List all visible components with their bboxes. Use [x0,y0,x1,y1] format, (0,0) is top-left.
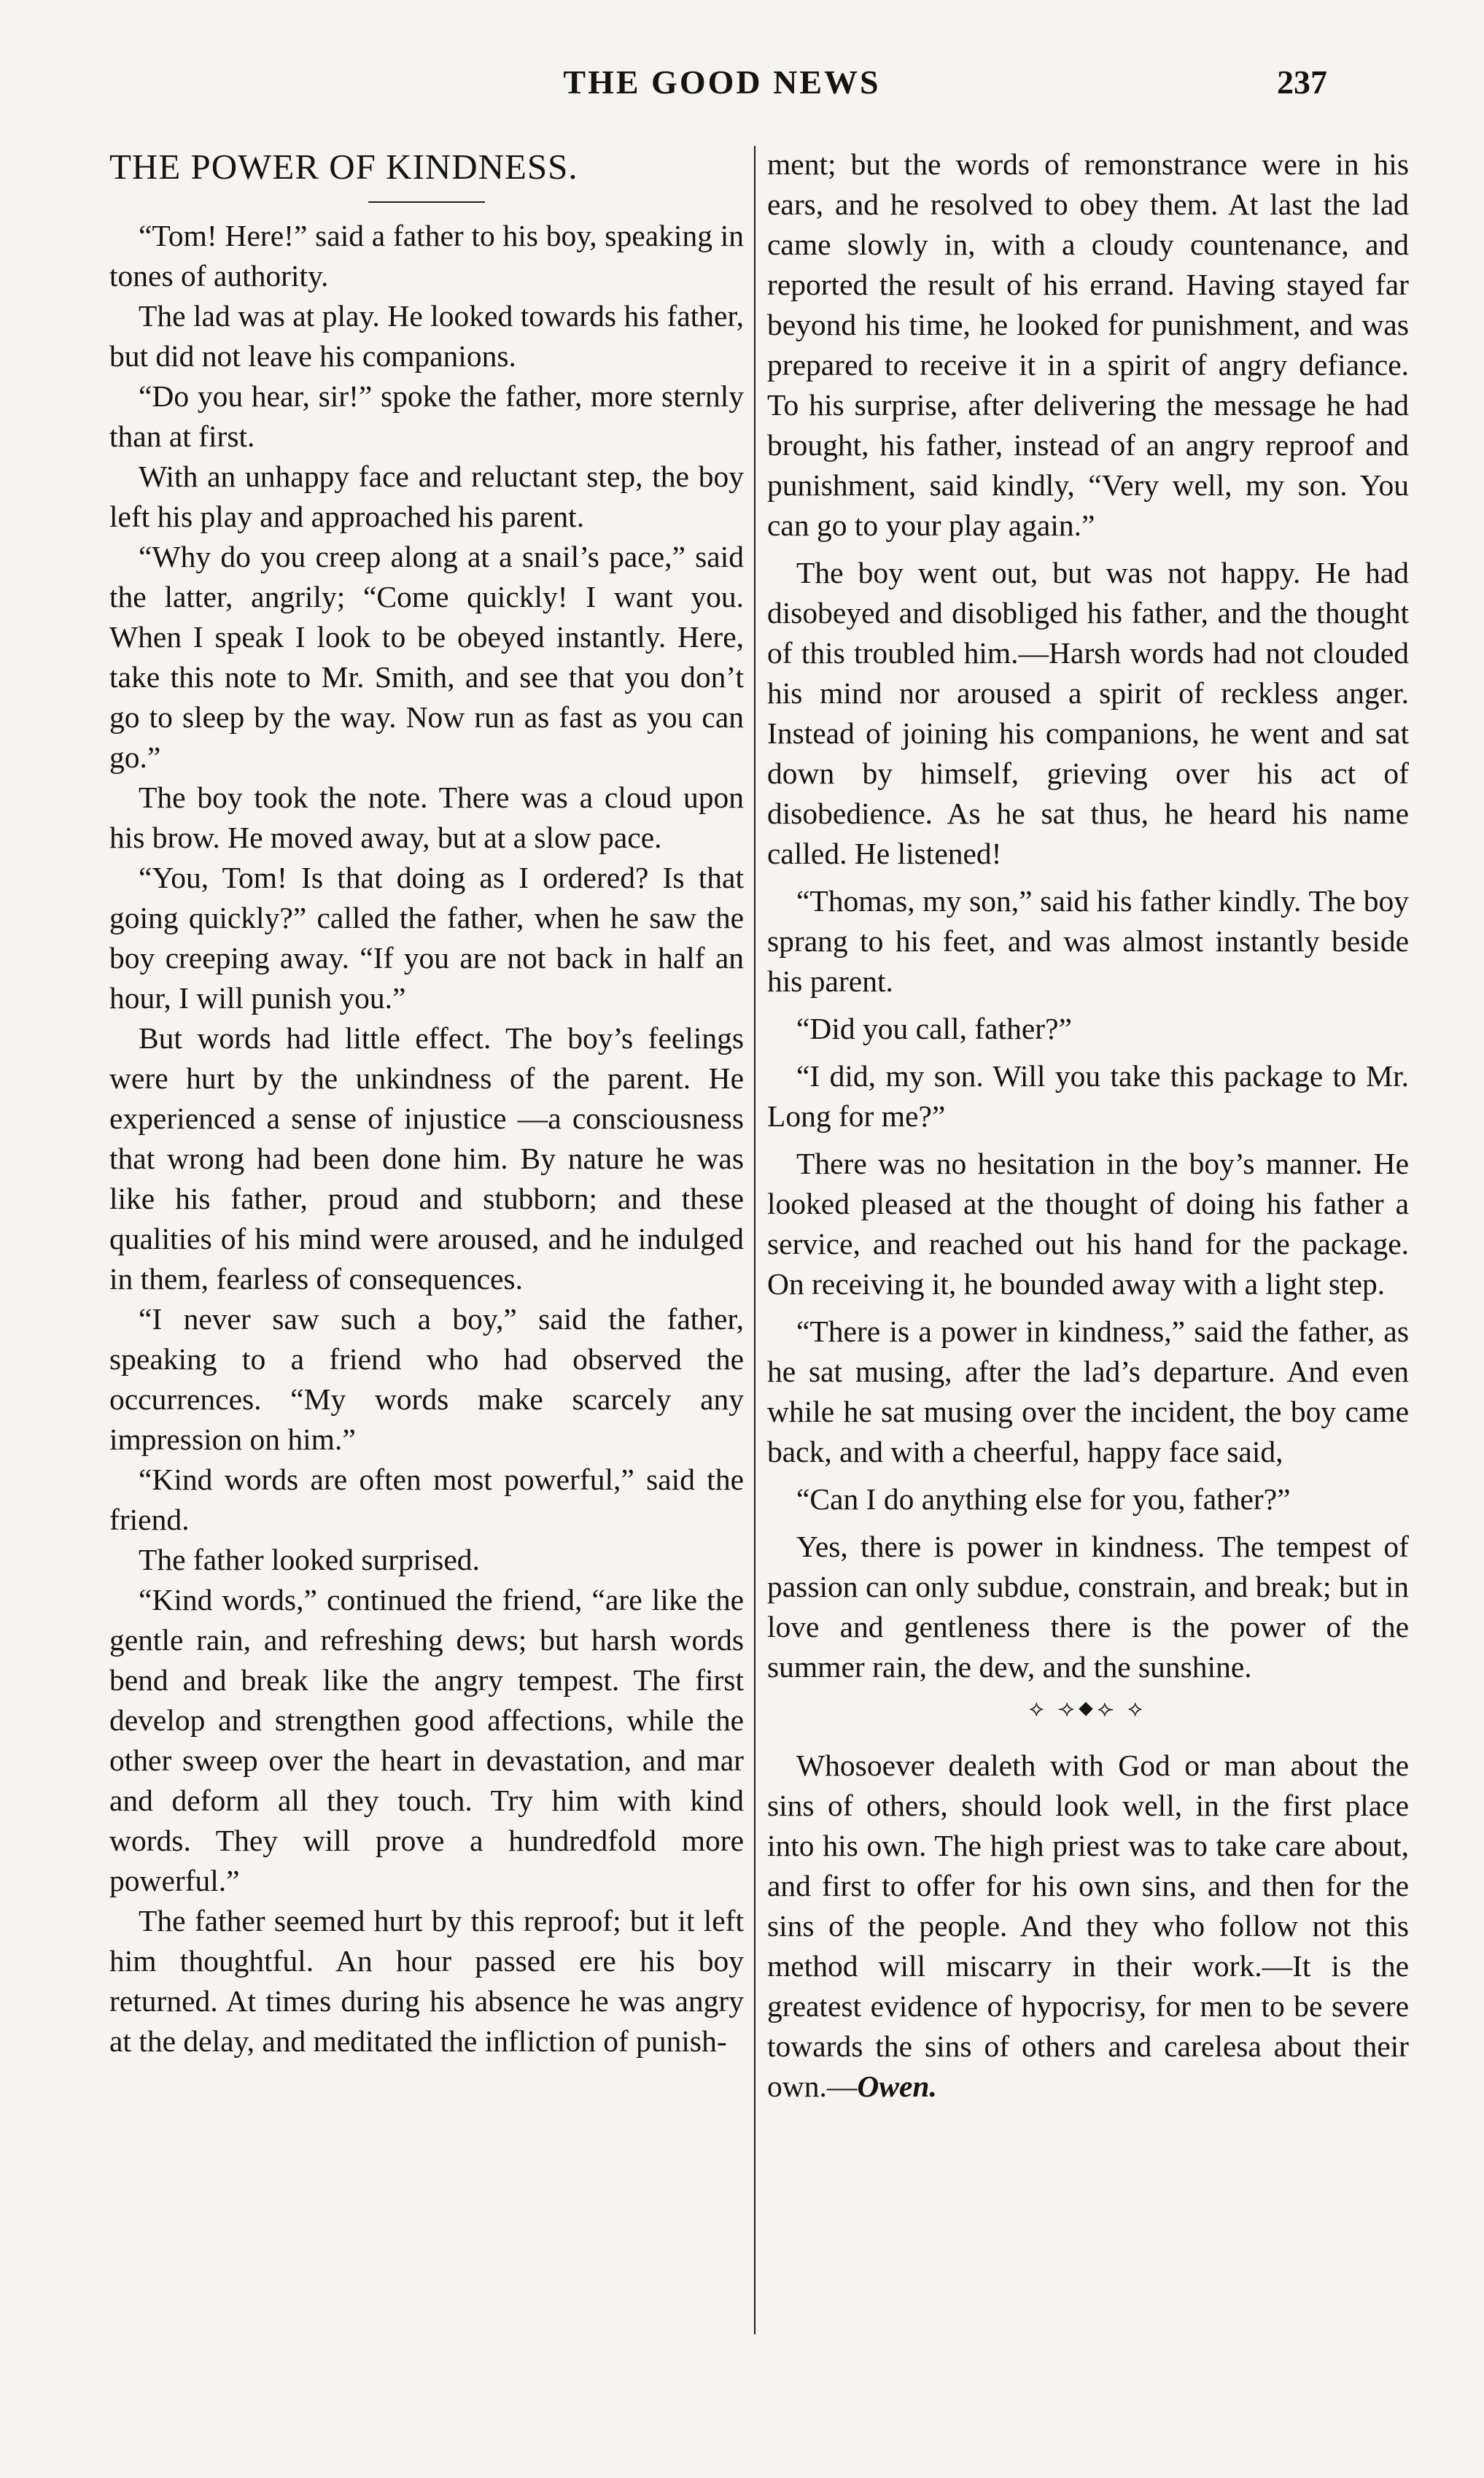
paragraph: But words had little effect. The boy’s feelings were hurt by the unkindness of the parent. He experienced a sense of injustice —a consciousness that wrong had been done him. By nature he was like his father, proud and stubborn; and these qualities of his mind were aroused, and he indulged in them, fearless of consequences. [109,1021,744,1296]
paragraph: “Kind words are often most powerful,” said the friend. [109,1463,744,1536]
paragraph: “Do you hear, sir!” spoke the father, more sternly than at first. [109,379,744,453]
paragraph: “Thomas, my son,” said his father kindly. The boy sprang to his feet, and was almost instantly beside his parent. [767,884,1409,998]
paragraph: “Can I do anything else for you, father?” [796,1482,1291,1516]
paragraph: The boy went out, but was not happy. He had disobeyed and disobliged his father, and the thought of this troubled him.—Harsh words had not clouded his mind nor aroused a spirit of reckless anger. Instead of joining his companions, he went and sat down by himself, grieving over his act of disobedience. As he sat thus, he heard his name called. He listened! [767,556,1409,870]
paragraph: “I did, my son. Will you take this package to Mr. Long for me?” [767,1059,1409,1133]
running-head [117,63,1327,114]
article-title: THE POWER OF KINDNESS. [109,147,578,187]
quote-paragraph [767,1746,1409,2107]
paragraph: There was no hesitation in the boy’s manner. He looked pleased at the thought of doing his father a service, and reached out his hand for the package. On receiving it, he bounded away with a light step. [767,1147,1409,1301]
paragraph: With an unhappy face and reluctant step, the boy left his play and approached his parent. [109,460,744,533]
title-rule [368,201,485,203]
paragraph: The father looked surprised. [139,1543,480,1576]
paragraph-continuation: ment; but the words of remonstrance were in his ears, and he resolved to obey them. At last the lad came slowly in, with a cloudy countenance, and reported the result of his errand. Having stayed far beyond his time, he looked for punishment, and was prepared to receive it in a spirit of angry defiance. To his surprise, after delivering the message he had brought, his father, instead of an angry reproof and punishment, said kindly, “Very well, my son. You can go to your play again.” [767,147,1409,542]
paragraph: The boy took the note. There was a cloud upon his brow. He moved away, but at a slow pace. [109,781,744,854]
journal-title: THE GOOD NEWS [563,63,881,101]
paragraph: The lad was at play. He looked towards his father, but did not leave his companions. [109,299,744,373]
quote-attribution: Owen. [857,2069,937,2103]
paragraph: The father seemed hurt by this reproof; but it left him thoughtful. An hour passed ere his boy returned. At times during his absence he was angry at the delay, and meditated the infliction of punish- [109,1904,744,2058]
right-column [767,144,1409,2427]
column-divider [754,146,755,2334]
paragraph: “Kind words,” continued the friend, “are like the gentle rain, and refreshing dews; but harsh words bend and break like the angry tempest. The first develop and strengthen good affections, while the other sweep over the heart in devastation, and mar and deform all they touch. Try him with kind words. They will prove a hundredfold more powerful.” [109,1583,744,1897]
paragraph: “You, Tom! Is that doing as I ordered? Is that going quickly?” called the father, when he saw the boy creeping away. “If you are not back in half an hour, I will punish you.” [109,861,744,1015]
quote-text: Whosoever dealeth with God or man about the sins of others, should look well, in the first place into his own. The high priest was to take care about, and first to offer for his own sins, and then for the sins of the people. And they who follow not this method will miscarry in their work.—It is the greatest evidence of hypocrisy, for men to be severe towards the sins of others and carelesa about their own.— [767,1749,1409,2103]
paragraph: Yes, there is power in kindness. The tempest of passion can only subdue, constrain, and break; but in love and gentleness there is the power of the summer rain, the dew, and the sunshine. [767,1530,1409,1684]
paragraph: “I never saw such a boy,” said the father, speaking to a friend who had observed the occurrences. “My words make scarcely any impression on him.” [109,1302,744,1456]
paragraph: “Tom! Here!” said a father to his boy, speaking in tones of authority. [109,219,744,293]
paragraph: “Why do you creep along at a snail’s pace,” said the latter, angrily; “Come quickly! I want you. When I speak I look to be obeyed instantly. Here, take this note to Mr. Smith, and see that you don’t go to sleep by the way. Now run as fast as you can go.” [109,540,744,774]
paragraph: “Did you call, father?” [796,1012,1072,1045]
page-number: 237 [1277,63,1327,101]
ornament-divider: ⟡ ⟢⬥⟣ ⟡ [1029,1697,1147,1721]
left-column [109,144,744,2427]
paragraph: “There is a power in kindness,” said the father, as he sat musing, after the lad’s departure. And even while he sat musing over the incident, the boy came back, and with a cheerful, happy face said, [767,1314,1409,1468]
